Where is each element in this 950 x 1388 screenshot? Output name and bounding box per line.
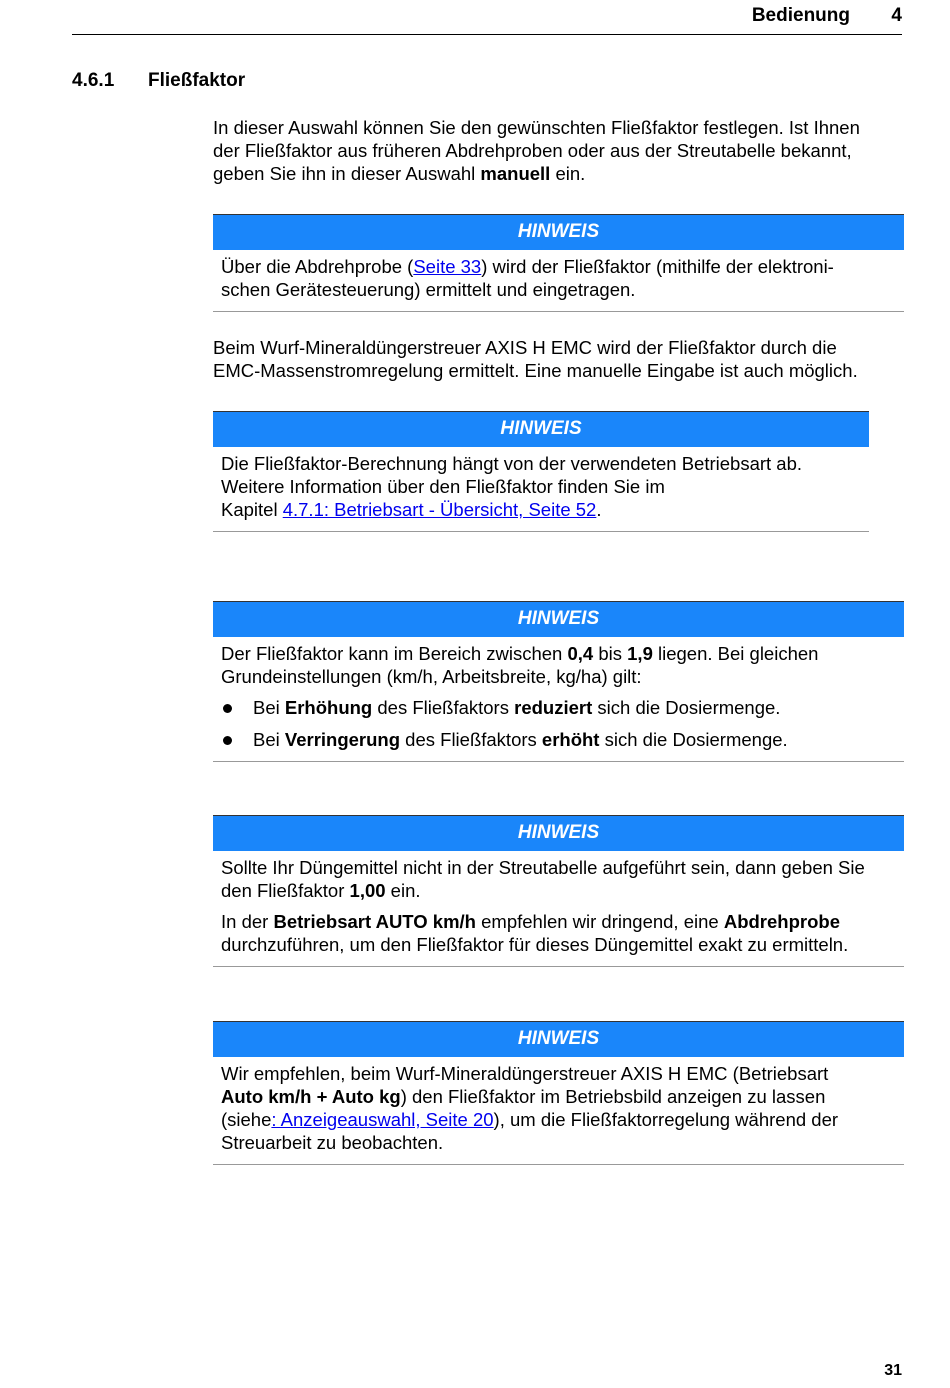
note-body: Wir empfehlen, beim Wurf-Mineraldüngerstreuer AXIS H EMC (Betriebsart Auto km/h + Auto kg) den Fließfaktor im Betriebsbild anzeigen zu lassen (siehe: Anzeigeauswahl, Seite 20), um die Fließfaktorregelung während der Streuarbeit zu beobachten. xyxy=(221,1063,839,1153)
note-body: Die Fließfaktor-Berechnung hängt von der verwendeten Betriebsart ab. Weitere Information über den Fließfaktor finden Sie im Kapitel 4.7.1: Betriebsart - Übersicht, Seite 52. xyxy=(221,453,803,520)
note-body: Über die Abdrehprobe (Seite 33) wird der Fließfaktor (mithilfe der elektroni- schen Gerätesteuerung) ermittelt und eingetragen. xyxy=(221,256,834,300)
page-header xyxy=(72,0,902,35)
note-box-5 xyxy=(213,1021,904,1165)
note-body: Der Fließfaktor kann im Bereich zwischen 0,4 bis 1,9 liegen. Bei gleichen Grundeinstellungen (km/h, Arbeitsbreite, kg/ha) gilt: Bei Erhöhung des Fließfaktors reduziert sich die Dosiermenge. Bei Verringerung des Fließfaktors erhöht sich die Dosiermenge. xyxy=(213,637,904,761)
note-body: Sollte Ihr Düngemittel nicht in der Streutabelle aufgeführt sein, dann geben Sie den Fließfaktor 1,00 ein. In der Betriebsart AUTO km/h empfehlen wir dringend, eine Abdrehprobe durchzuführen, um den Fließfaktor für dieses Düngemittel exakt zu ermitteln. xyxy=(221,857,865,955)
section-title: Fließfaktor xyxy=(148,70,246,91)
bullet-icon xyxy=(223,704,232,713)
bullet-icon xyxy=(223,736,232,745)
page-number: 31 xyxy=(884,1362,902,1379)
note-box-4 xyxy=(213,815,904,967)
link-betriebsart-uebersicht[interactable]: 4.7.1: Betriebsart - Übersicht, Seite 52 xyxy=(282,499,597,520)
header-title: Bedienung xyxy=(751,5,850,26)
note-label: HINWEIS xyxy=(213,411,869,447)
note-label: HINWEIS xyxy=(213,1021,904,1057)
note-box-3 xyxy=(213,601,904,762)
note-box-1 xyxy=(213,214,904,312)
section-number: 4.6.1 xyxy=(72,70,115,91)
note-label: HINWEIS xyxy=(213,815,904,851)
intro-paragraph: In dieser Auswahl können Sie den gewünschten Fließfaktor festlegen. Ist Ihnen der Fließfaktor aus früheren Abdrehproben oder aus der Streutabelle bekannt, geben Sie ihn in dieser Auswahl manuell ein. xyxy=(213,117,860,184)
note-label: HINWEIS xyxy=(213,214,904,250)
link-seite-33[interactable]: Seite 33 xyxy=(413,256,482,277)
list-item: Bei Erhöhung des Fließfaktors reduziert sich die Dosiermenge. xyxy=(221,696,896,719)
link-anzeigeauswahl[interactable]: : Anzeigeauswahl, Seite 20 xyxy=(271,1109,494,1130)
paragraph-emc: Beim Wurf-Mineraldüngerstreuer AXIS H EMC wird der Fließfaktor durch die EMC-Massenstromregelung ermittelt. Eine manuelle Eingabe ist auch möglich. xyxy=(213,337,858,381)
note-box-2 xyxy=(213,411,869,532)
note-label: HINWEIS xyxy=(213,601,904,637)
list-item: Bei Verringerung des Fließfaktors erhöht sich die Dosiermenge. xyxy=(221,728,896,751)
header-chapter-number: 4 xyxy=(891,5,902,26)
